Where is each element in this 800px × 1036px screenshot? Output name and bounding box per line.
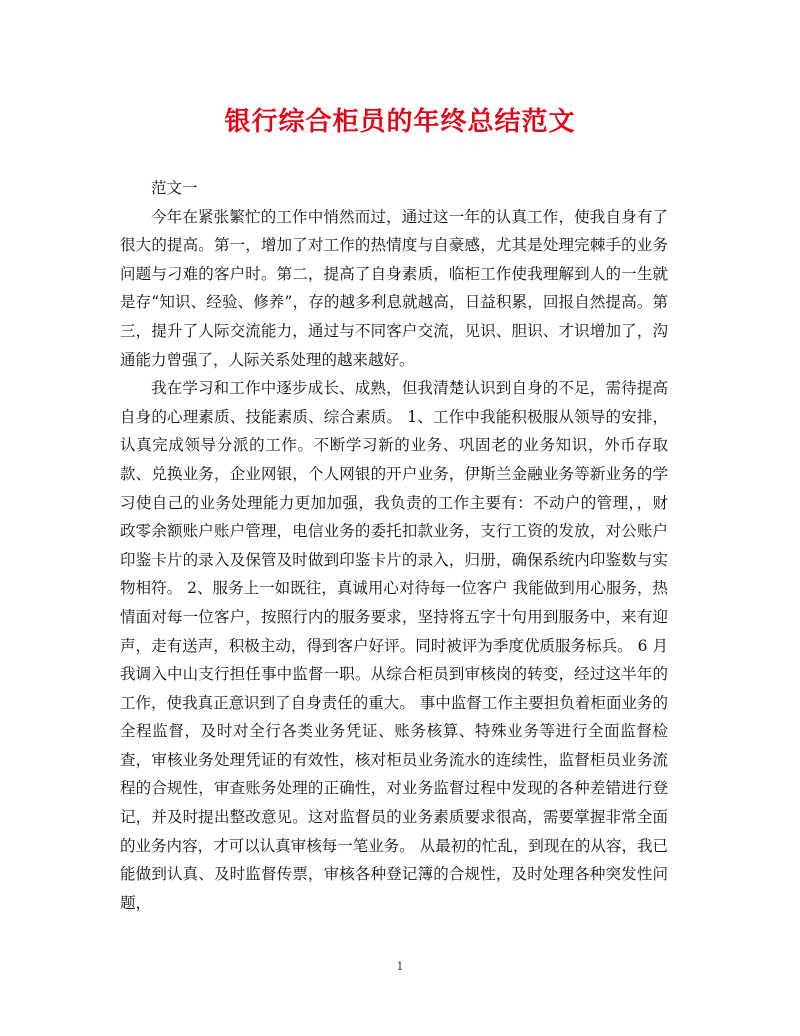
section-label: 范文一 (151, 179, 198, 197)
document-title: 银行综合柜员的年终总结范文 (224, 107, 576, 137)
document-body (120, 174, 668, 917)
paragraph-2: 我在学习和工作中逐步成长、成熟，但我清楚认识到自身的不足，需待提高自身的心理素质、技能素质、综合素质。 1、工作中我能积极服从领导的安排，认真完成领导分派的工作。不断学习新的业务、巩固老的业务知识，外币存取款、兑换业务，企业网银，个人网银的开户业务，伊斯兰金融业务等新业务的学习使自己的业务处理能力更加加强，我负责的工作主要有：不动户的管理，，财政零余额账户账户管理，电信业务的委托扣款业务，支行工资的发放，对公账户印鉴卡片的录入及保管及时做到印鉴卡片的录入，归册，确保系统内印鉴数与实物相符。 2、服务上一如既往，真诚用心对待每一位客户 我能做到用心服务，热情面对每一位客户，按照行内的服务要求，坚持将五字十句用到服务中，来有迎声，走有送声，积极主动，得到客户好评。同时被评为季度优质服务标兵。 6 月我调入中山支行担任事中监督一职。从综合柜员到审核岗的转变，经过这半年的工作，使我真正意识到了自身责任的重大。 事中监督工作主要担负着柜面业务的全程监督，及时对全行各类业务凭证、账务核算、特殊业务等进行全面监督检查，审核业务处理凭证的有效性，核对柜员业务流水的连续性，监督柜员业务流程的合规性，审查账务处理的正确性，对业务监督过程中发现的各种差错进行登记，并及时提出整改意见。这对监督员的业务素质要求很高，需要掌握非常全面的业务内容，才可以认真审核每一笔业务。 从最初的忙乱，到现在的从容，我已能做到认真、及时监督传票，审核各种登记簿的合规性，及时处理各种突发性问题， (120, 379, 668, 912)
page-number: 1 (396, 960, 404, 973)
paragraph-1: 今年在紧张繁忙的工作中悄然而过，通过这一年的认真工作，使我自身有了很大的提高。第一，增加了对工作的热情度与自豪感，尤其是处理完棘手的业务问题与刁难的客户时。第二，提高了自身素质，临柜工作使我理解到人的一生就是存“知识、经验、修养”，存的越多利息就越高，日益积累，回报自然提高。第三，提升了人际交流能力，通过与不同客户交流，见识、胆识、才识增加了，沟通能力曾强了，人际关系处理的越来越好。 (120, 207, 668, 369)
